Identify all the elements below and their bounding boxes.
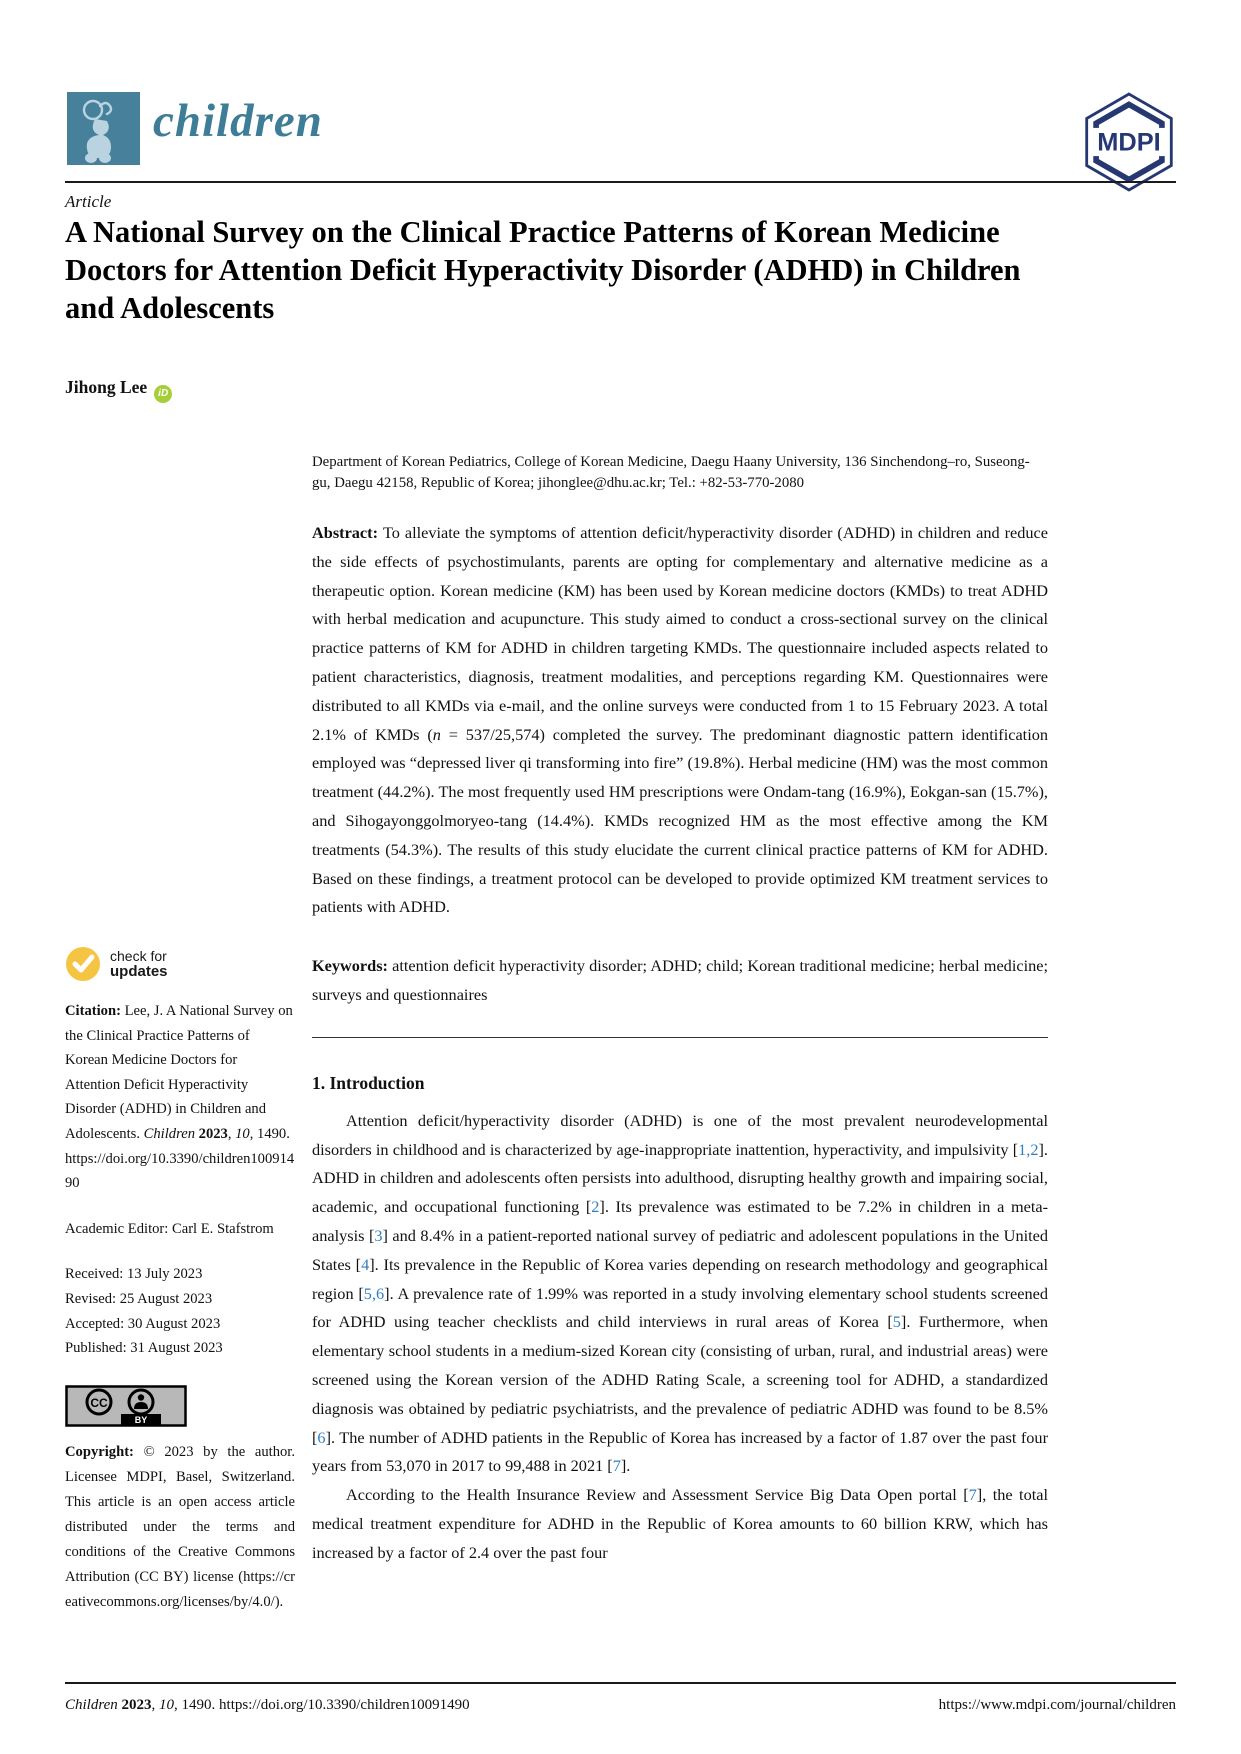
text-segment: ]. Furthermore, when elementary school students in a medium-sized Korean city (consisting of urban, rural, and industrial areas) were screened using the Korean version of the ADHD Rating Scale, a screening tool for ADHD, a standardized diagnosis was obtained by pediatric psychiatrists, and the prevalence of pediatric ADHD was found to be 8.5% [: [312, 1312, 1048, 1447]
child-doodle-icon: [67, 92, 140, 165]
ref-link[interactable]: 2: [591, 1197, 600, 1217]
section-heading-introduction: 1. Introduction: [312, 1072, 425, 1093]
text-segment: ] and 8.4% in a patient-reported national survey of pediatric and adolescent populations in the United States [: [312, 1225, 1048, 1274]
published-date: Published: 31 August 2023: [65, 1340, 223, 1357]
text-segment: ]. Its prevalence in the Republic of Korea varies depending on research methodology and geographical region [: [312, 1254, 1048, 1303]
text-segment: n: [432, 724, 441, 744]
orcid-icon[interactable]: iD: [154, 385, 172, 403]
text-segment: Abstract:: [312, 523, 383, 542]
text-segment: ]. Its prevalence was estimated to be 7.2% in children in a meta-analysis [: [312, 1197, 1049, 1245]
text-segment: , 1490.: [174, 1697, 220, 1713]
received-date: Received: 13 July 2023: [65, 1266, 203, 1283]
text-segment: , 1490.: [249, 1125, 290, 1142]
dates-block: [65, 1262, 295, 1360]
author-row: [65, 377, 172, 403]
ref-link[interactable]: 6: [317, 1427, 326, 1447]
text-segment: 2023: [121, 1697, 152, 1713]
text-segment: © 2023 by the author. Licensee MDPI, Basel, Switzerland. This article is an open access article distributed under the terms and conditions of the Creative Commons Attribution (CC BY) license (: [65, 1443, 295, 1585]
footer-doi-link[interactable]: https://doi.org/10.3390/children10091490: [219, 1697, 470, 1713]
ref-link[interactable]: 7: [612, 1456, 621, 1476]
page-title: A National Survey on the Clinical Practice Patterns of Korean Medicine Doctors for Attention Deficit Hyperactivity Disorder (ADHD) in Children and Adolescents: [65, 215, 1021, 325]
text-segment: ,: [227, 1125, 236, 1142]
text-segment: ].: [620, 1456, 631, 1476]
check-for-updates-label: check for updates: [110, 948, 168, 980]
text-segment: 10: [159, 1697, 175, 1713]
text-segment: ; Tel.: +82-53-770-2080: [661, 474, 805, 491]
citation: [65, 999, 295, 1196]
text-segment: ]. The number of ADHD patients in the Republic of Korea has increased by a factor of 1.87 over the past four years from 53,070 in 2017 to 99,488 in 2021 [: [312, 1427, 1048, 1476]
cc-by-badge[interactable]: [65, 1385, 187, 1427]
cc-icon: CC: [90, 1395, 108, 1410]
sidebar: [65, 946, 295, 1615]
text-segment: ], the total medical treatment expenditure for ADHD in the Republic of Korea amounts to 60 billion KRW, which has increased by a factor of 2.4 over the past four: [312, 1485, 1048, 1562]
keywords: [312, 952, 1048, 1010]
check-for-updates-badge[interactable]: [65, 946, 295, 982]
journal-wordmark: children: [153, 95, 323, 147]
footer-journal-ref: [65, 1697, 470, 1714]
accepted-date: Accepted: 30 August 2023: [65, 1315, 221, 1332]
author-name: Jihong Lee: [65, 377, 148, 397]
footer-journal-url[interactable]: https://www.mdpi.com/journal/children: [938, 1697, 1176, 1713]
text-segment: ,: [151, 1697, 160, 1713]
affiliation: [312, 452, 1048, 493]
mdpi-label: MDPI: [1097, 128, 1161, 157]
section-divider: [312, 1037, 1048, 1038]
text-segment: Citation:: [65, 1003, 125, 1019]
copyright-notice: [65, 1440, 295, 1615]
journal-logo-icon: [67, 92, 140, 165]
ref-link[interactable]: 5: [892, 1312, 901, 1332]
cc-license-link[interactable]: https://creativecommons.org/licenses/by/4.0/: [65, 1568, 295, 1610]
text-segment: attention deficit hyperactivity disorder; ADHD; child; Korean traditional medicine; herbal medicine; surveys and questionnaires: [312, 956, 1048, 1004]
intro-paragraph-1: [312, 1107, 1048, 1481]
footer-rule: [65, 1682, 1176, 1684]
revised-date: Revised: 25 August 2023: [65, 1290, 213, 1307]
text-segment: Keywords:: [312, 956, 393, 976]
text-segment: Department of Korean Pediatrics, College of Korean Medicine, Daegu Haany University, 136 Sinchendong–ro, Suseong-gu, Daegu 42158, Republic of Korea;: [312, 454, 1030, 491]
text-segment: Children: [143, 1125, 199, 1142]
abstract: [312, 519, 1048, 922]
citation-doi-link[interactable]: https://doi.org/10.3390/children10091490: [65, 1150, 295, 1192]
text-segment: ]. A prevalence rate of 1.99% was reported in a study involving elementary school students screened for ADHD using teacher checklists and child interviews in rural areas of Korea [: [312, 1283, 1048, 1332]
check-icon: [65, 946, 101, 982]
text-segment: ]. ADHD in children and adolescents often persists into adulthood, disrupting healthy growth and impairing social, academic, and occupational functioning [: [312, 1139, 1048, 1217]
header-rule: [65, 181, 1176, 183]
ref-link[interactable]: 5,6: [363, 1283, 385, 1303]
text-segment: To alleviate the symptoms of attention deficit/hyperactivity disorder (ADHD) in children and reduce the side effects of psychostimulants, parents are opting for complementary and alternative medicine as a therapeutic option. Korean medicine (KM) has been used by Korean medicine doctors (KMDs) to treat ADHD with herbal medication and acupuncture. This study aimed to conduct a cross-sectional survey on the clinical practice patterns of KM for ADHD in children targeting KMDs. The questionnaire included aspects related to patient characteristics, diagnosis, treatment modalities, and perceptions regarding KM. Questionnaires were distributed to all KMDs via e-mail, and the online surveys were conducted from 1 to 15 February 2023. A total 2.1% of KMDs (: [312, 523, 1048, 744]
academic-editor: Academic Editor: Carl E. Stafstrom: [65, 1220, 274, 1237]
intro-paragraph-2: [312, 1481, 1048, 1567]
ref-link[interactable]: 1,2: [1018, 1139, 1039, 1159]
text-segment: Copyright:: [65, 1443, 144, 1460]
cc-by-label: BY: [134, 1414, 148, 1425]
text-segment: = 537/25,574) completed the survey. The predominant diagnostic pattern identification employed was “depressed liver qi transforming into fire” (19.8%). Herbal medicine (HM) was the most common treatment (44.2%). The most frequently used HM prescriptions were Ondam-tang (16.9%), Eokgan-san (15.7%), and Sihogayonggolmoryeo-tang (14.4%). KMDs recognized HM as the most effective among the KM treatments (54.3%). The results of this study elucidate the current clinical practice patterns of KM for ADHD. Based on these findings, a treatment protocol can be developed to provide optimized KM treatment services to patients with ADHD.: [312, 724, 1049, 917]
text-segment: According to the Health Insurance Review and Assessment Service Big Data Open portal [: [346, 1485, 969, 1505]
ref-link[interactable]: 4: [361, 1254, 370, 1274]
text-segment: 10: [235, 1125, 250, 1142]
text-segment: ).: [274, 1593, 284, 1610]
text-segment: Lee, J. A National Survey on the Clinical Practice Patterns of Korean Medicine Doctors for Attention Deficit Hyperactivity Disorder (ADHD) in Children and Adolescents.: [65, 1003, 293, 1142]
text-segment: Attention deficit/hyperactivity disorder (ADHD) is one of the most prevalent neurodevelopmental disorders in childhood and is characterized by age-inappropriate inattention, hyperactivity, and impulsivity [: [312, 1110, 1048, 1159]
text-segment: 2023: [198, 1125, 228, 1142]
ref-link[interactable]: 3: [374, 1225, 383, 1245]
text-segment: Children: [65, 1697, 122, 1713]
author-email-link[interactable]: jihonglee@dhu.ac.kr: [538, 474, 662, 491]
article-type-label: Article: [65, 192, 112, 211]
ref-link[interactable]: 7: [968, 1485, 977, 1505]
main-column: [312, 452, 1048, 1568]
